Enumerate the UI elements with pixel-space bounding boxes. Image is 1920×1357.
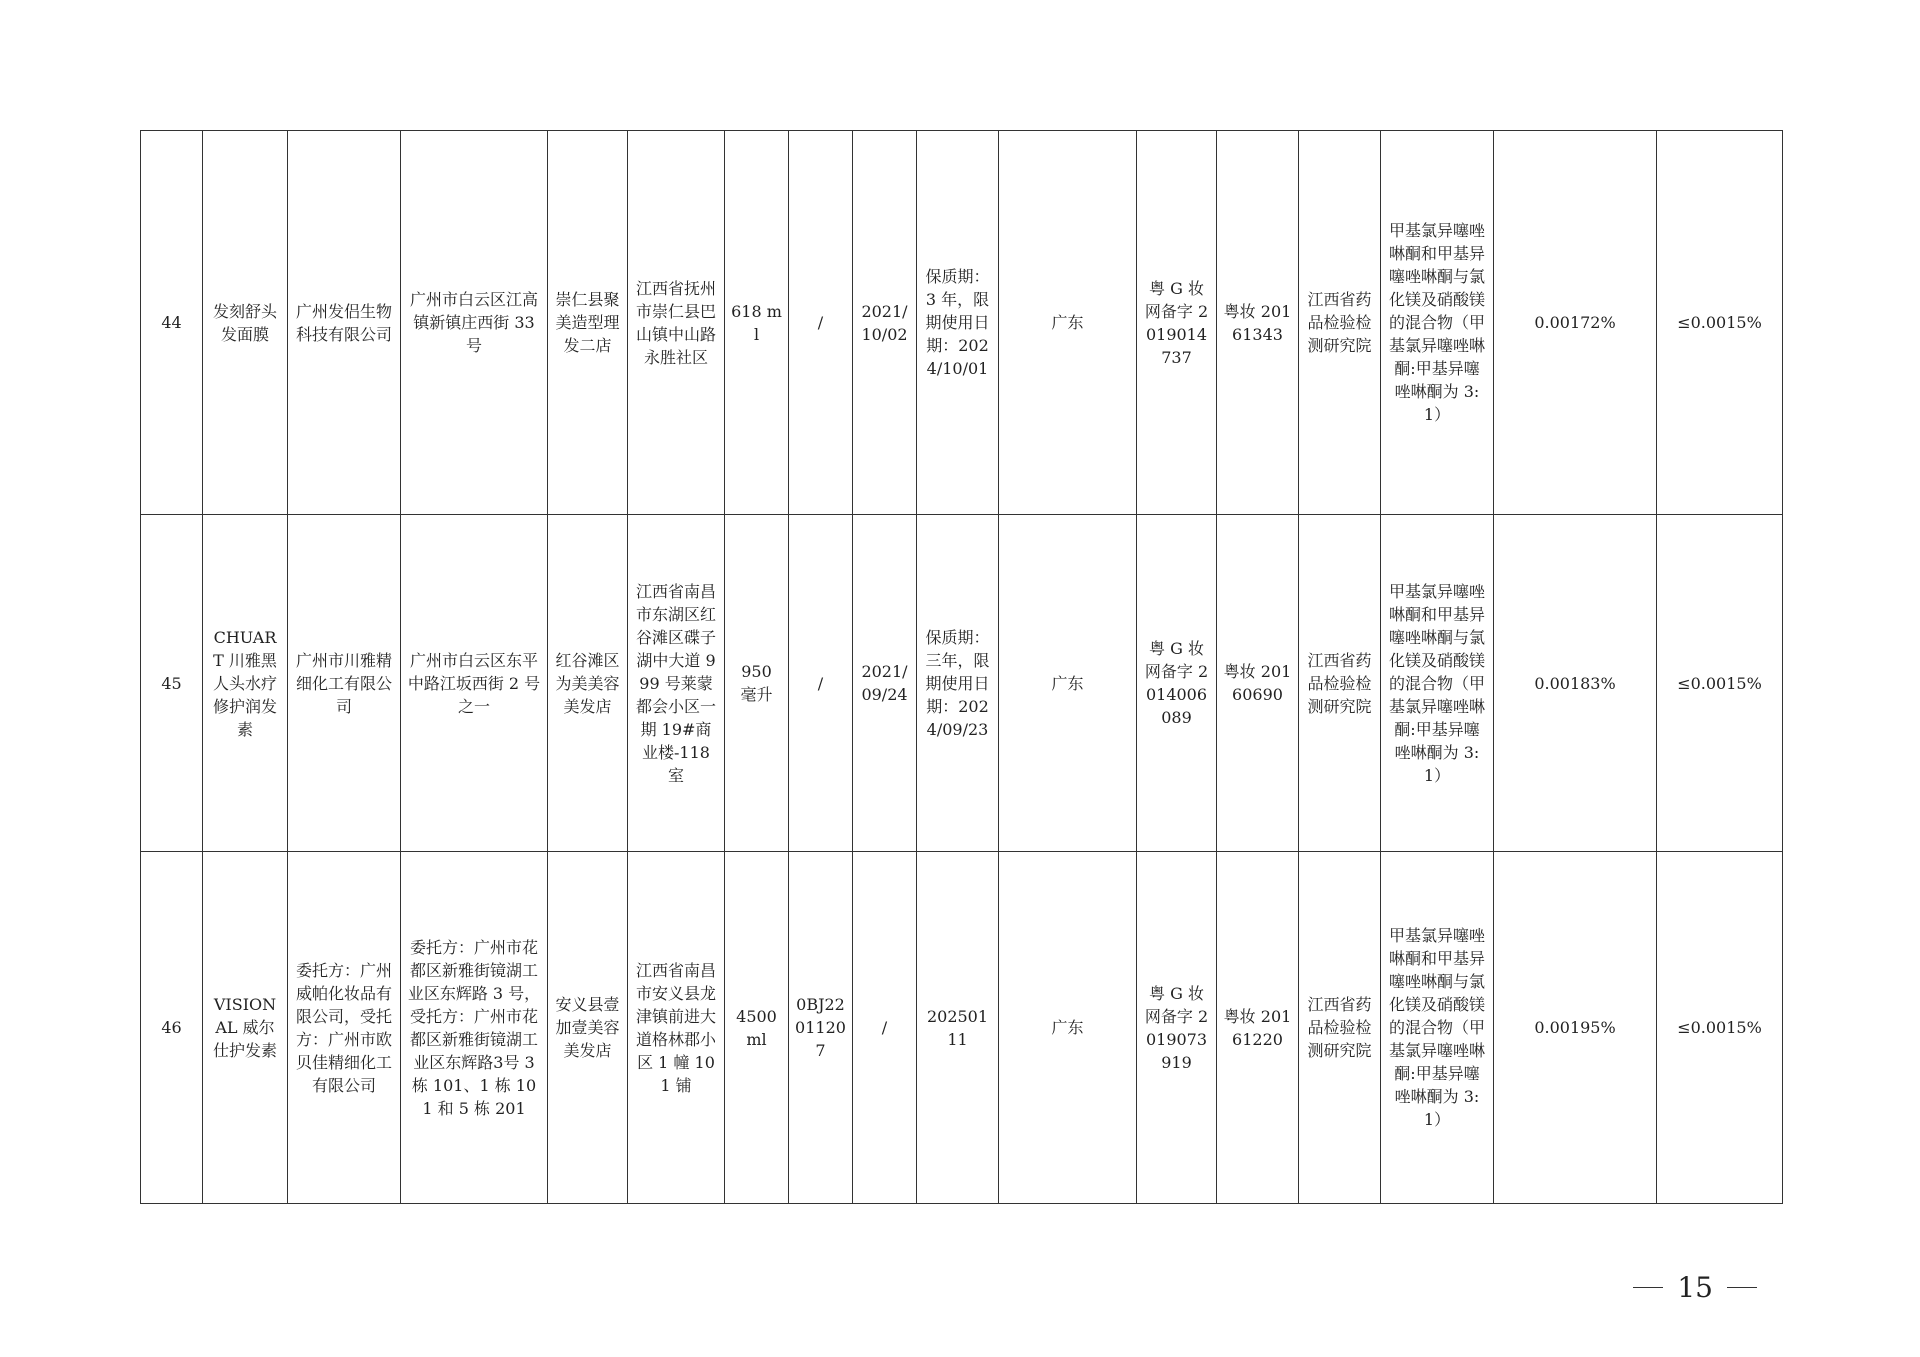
shelf-life: 保质期：三年，限期使用日期：2024/09/23 xyxy=(917,515,999,852)
table-row xyxy=(141,131,1783,515)
row-number: 46 xyxy=(141,852,203,1204)
testing-agency: 江西省药品检验检测研究院 xyxy=(1299,515,1381,852)
failed-item: 甲基氯异噻唑啉酮和甲基异噻唑啉酮与氯化镁及硝酸镁的混合物（甲基氯异噻唑啉酮:甲基异噻唑啉酮为 3:1） xyxy=(1381,852,1494,1204)
standard-limit: ≤0.0015% xyxy=(1657,852,1783,1204)
production-date: 2021/10/02 xyxy=(853,131,917,515)
manufacturer-name: 广州发侣生物科技有限公司 xyxy=(288,131,401,515)
standard-limit: ≤0.0015% xyxy=(1657,515,1783,852)
manufacturer-address: 广州市白云区江高镇新镇庄西街 33 号 xyxy=(401,131,548,515)
page-number-dash-right xyxy=(1727,1287,1757,1288)
failed-item: 甲基氯异噻唑啉酮和甲基异噻唑啉酮与氯化镁及硝酸镁的混合物（甲基氯异噻唑啉酮:甲基异噻唑啉酮为 3:1） xyxy=(1381,515,1494,852)
test-result: 0.00172% xyxy=(1494,131,1657,515)
record-number: 粤 G 妆网备字 2019073919 xyxy=(1137,852,1217,1204)
license-number: 粤妆 20161343 xyxy=(1217,131,1299,515)
product-name: CHUART 川雅黑人头水疗修护润发素 xyxy=(203,515,288,852)
manufacturer-name: 委托方：广州威帕化妆品有限公司，受托方：广州市欧贝佳精细化工有限公司 xyxy=(288,852,401,1204)
shelf-life: 保质期：3 年，限期使用日期：2024/10/01 xyxy=(917,131,999,515)
store-address: 江西省抚州市崇仁县巴山镇中山路永胜社区 xyxy=(628,131,725,515)
record-number: 粤 G 妆网备字 2019014737 xyxy=(1137,131,1217,515)
province: 广东 xyxy=(999,515,1137,852)
table-row xyxy=(141,852,1783,1204)
store-address: 江西省南昌市东湖区红谷滩区碟子湖中大道 999 号莱蒙都会小区一期 19#商业楼-118 室 xyxy=(628,515,725,852)
record-number: 粤 G 妆网备字 2014006089 xyxy=(1137,515,1217,852)
batch-number: 0BJ22011207 xyxy=(789,852,853,1204)
test-result: 0.00195% xyxy=(1494,852,1657,1204)
testing-agency: 江西省药品检验检测研究院 xyxy=(1299,852,1381,1204)
testing-agency: 江西省药品检验检测研究院 xyxy=(1299,131,1381,515)
license-number: 粤妆 20161220 xyxy=(1217,852,1299,1204)
production-date: 2021/09/24 xyxy=(853,515,917,852)
page-number-value: 15 xyxy=(1677,1271,1713,1304)
inspection-results-table xyxy=(140,130,1783,1204)
store-name: 红谷滩区为美美容美发店 xyxy=(548,515,628,852)
store-name: 崇仁县聚美造型理发二店 xyxy=(548,131,628,515)
row-number: 44 xyxy=(141,131,203,515)
product-name: VISIONAL 威尔仕护发素 xyxy=(203,852,288,1204)
batch-number: / xyxy=(789,131,853,515)
manufacturer-address: 委托方：广州市花都区新雅街镜湖工业区东辉路 3 号，受托方：广州市花都区新雅街镜湖工业区东辉路3号 3 栋 101、1 栋 101 和 5 栋 201 xyxy=(401,852,548,1204)
batch-number: / xyxy=(789,515,853,852)
province: 广东 xyxy=(999,131,1137,515)
row-number: 45 xyxy=(141,515,203,852)
license-number: 粤妆 20160690 xyxy=(1217,515,1299,852)
failed-item: 甲基氯异噻唑啉酮和甲基异噻唑啉酮与氯化镁及硝酸镁的混合物（甲基氯异噻唑啉酮:甲基异噻唑啉酮为 3:1） xyxy=(1381,131,1494,515)
province: 广东 xyxy=(999,852,1137,1204)
specification: 950 毫升 xyxy=(725,515,789,852)
test-result: 0.00183% xyxy=(1494,515,1657,852)
store-address: 江西省南昌市安义县龙津镇前进大道格林郡小区 1 幢 101 铺 xyxy=(628,852,725,1204)
specification: 618 ml xyxy=(725,131,789,515)
shelf-life: 20250111 xyxy=(917,852,999,1204)
standard-limit: ≤0.0015% xyxy=(1657,131,1783,515)
page-number-dash-left xyxy=(1633,1287,1663,1288)
manufacturer-name: 广州市川雅精细化工有限公司 xyxy=(288,515,401,852)
manufacturer-address: 广州市白云区东平中路江坂西街 2 号之一 xyxy=(401,515,548,852)
specification: 4500 ml xyxy=(725,852,789,1204)
page-number xyxy=(1633,1271,1757,1304)
table-row xyxy=(141,515,1783,852)
product-name: 发刻舒头发面膜 xyxy=(203,131,288,515)
production-date: / xyxy=(853,852,917,1204)
store-name: 安义县壹加壹美容美发店 xyxy=(548,852,628,1204)
